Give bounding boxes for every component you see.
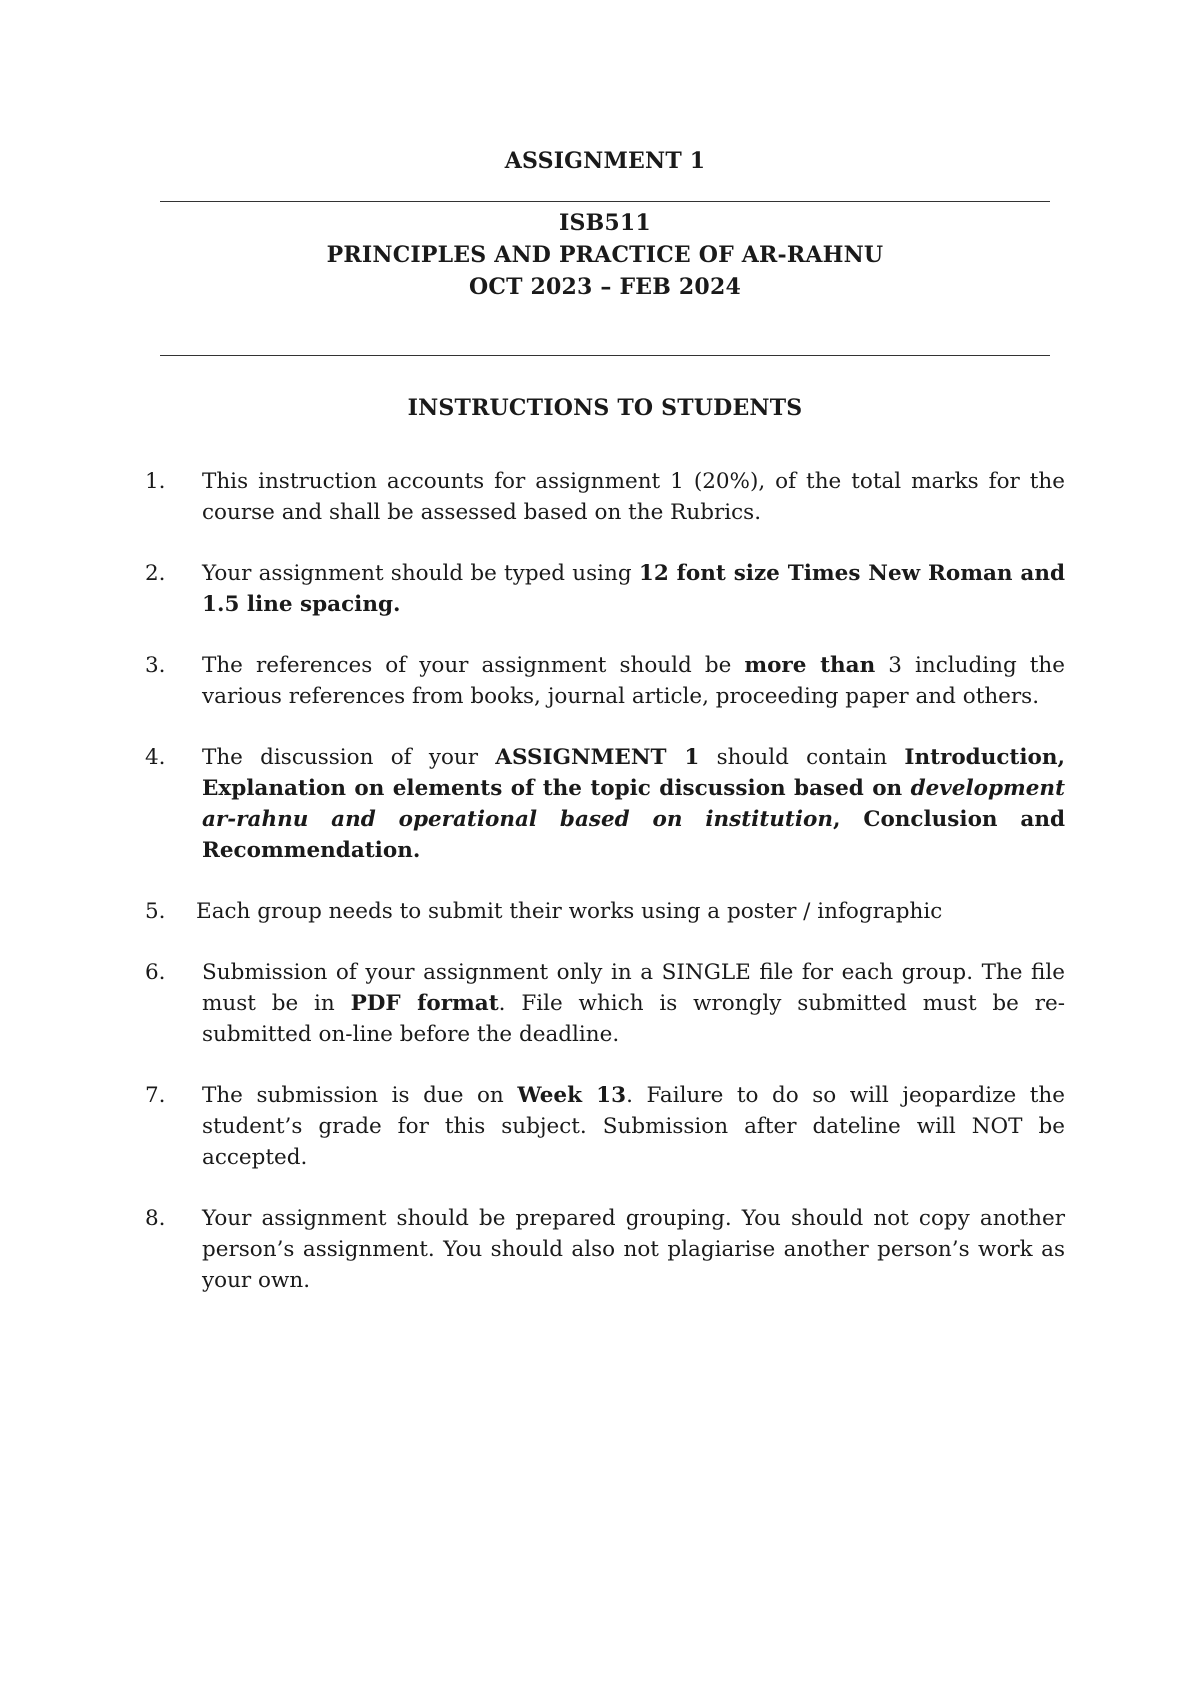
instruction-item-6 — [145, 957, 1065, 1050]
instruction-number: 4. — [145, 745, 166, 770]
instruction-text: Your assignment should be prepared grouping. You should not copy another person’s assignment. You should also not plagiarise another person’s work as your own. — [202, 1206, 1065, 1293]
instruction-item-4 — [145, 742, 1065, 866]
course-name: PRINCIPLES AND PRACTICE OF AR-RAHNU — [326, 242, 884, 268]
instructions-list — [145, 466, 1065, 1326]
instruction-item-8 — [145, 1203, 1065, 1296]
header-divider-top — [160, 201, 1050, 202]
instruction-number: 3. — [145, 653, 166, 678]
instruction-number: 2. — [145, 561, 166, 586]
instruction-text: The references of your assignment should be more than 3 including the various references from books, journal article, proceeding paper and others. — [202, 653, 1065, 709]
instruction-item-3 — [145, 650, 1065, 712]
instruction-number: 7. — [145, 1083, 166, 1108]
assignment-title: ASSIGNMENT 1 — [504, 148, 706, 174]
instruction-number: 8. — [145, 1206, 166, 1231]
instruction-text: Each group needs to submit their works using a poster / infographic — [196, 899, 943, 924]
instructions-heading: INSTRUCTIONS TO STUDENTS — [407, 395, 803, 421]
instruction-item-2 — [145, 558, 1065, 620]
instruction-text: This instruction accounts for assignment 1 (20%), of the total marks for the course and shall be assessed based on the Rubrics. — [202, 469, 1065, 525]
instruction-text: Your assignment should be typed using 12 font size Times New Roman and 1.5 line spacing. — [202, 561, 1065, 617]
instruction-text: The submission is due on Week 13. Failure to do so will jeopardize the student’s grade for this subject. Submission after dateline will NOT be accepted. — [202, 1083, 1065, 1170]
instruction-item-7 — [145, 1080, 1065, 1173]
instruction-number: 5. — [145, 899, 166, 924]
instruction-number: 1. — [145, 469, 166, 494]
instruction-text: The discussion of your ASSIGNMENT 1 should contain Introduction, Explanation on elements of the topic discussion based on development ar-rahnu and operational based on institution, Conclusion and Recommendation. — [202, 745, 1065, 863]
header-divider-bottom — [160, 355, 1050, 356]
course-code: ISB511 — [559, 210, 651, 236]
instruction-item-1 — [145, 466, 1065, 528]
instruction-item-5 — [145, 896, 1065, 927]
instruction-text: Submission of your assignment only in a SINGLE file for each group. The file must be in PDF format. File which is wrongly submitted must be re-submitted on-line before the deadline. — [202, 960, 1065, 1047]
semester: OCT 2023 – FEB 2024 — [469, 274, 741, 300]
instruction-number: 6. — [145, 960, 166, 985]
